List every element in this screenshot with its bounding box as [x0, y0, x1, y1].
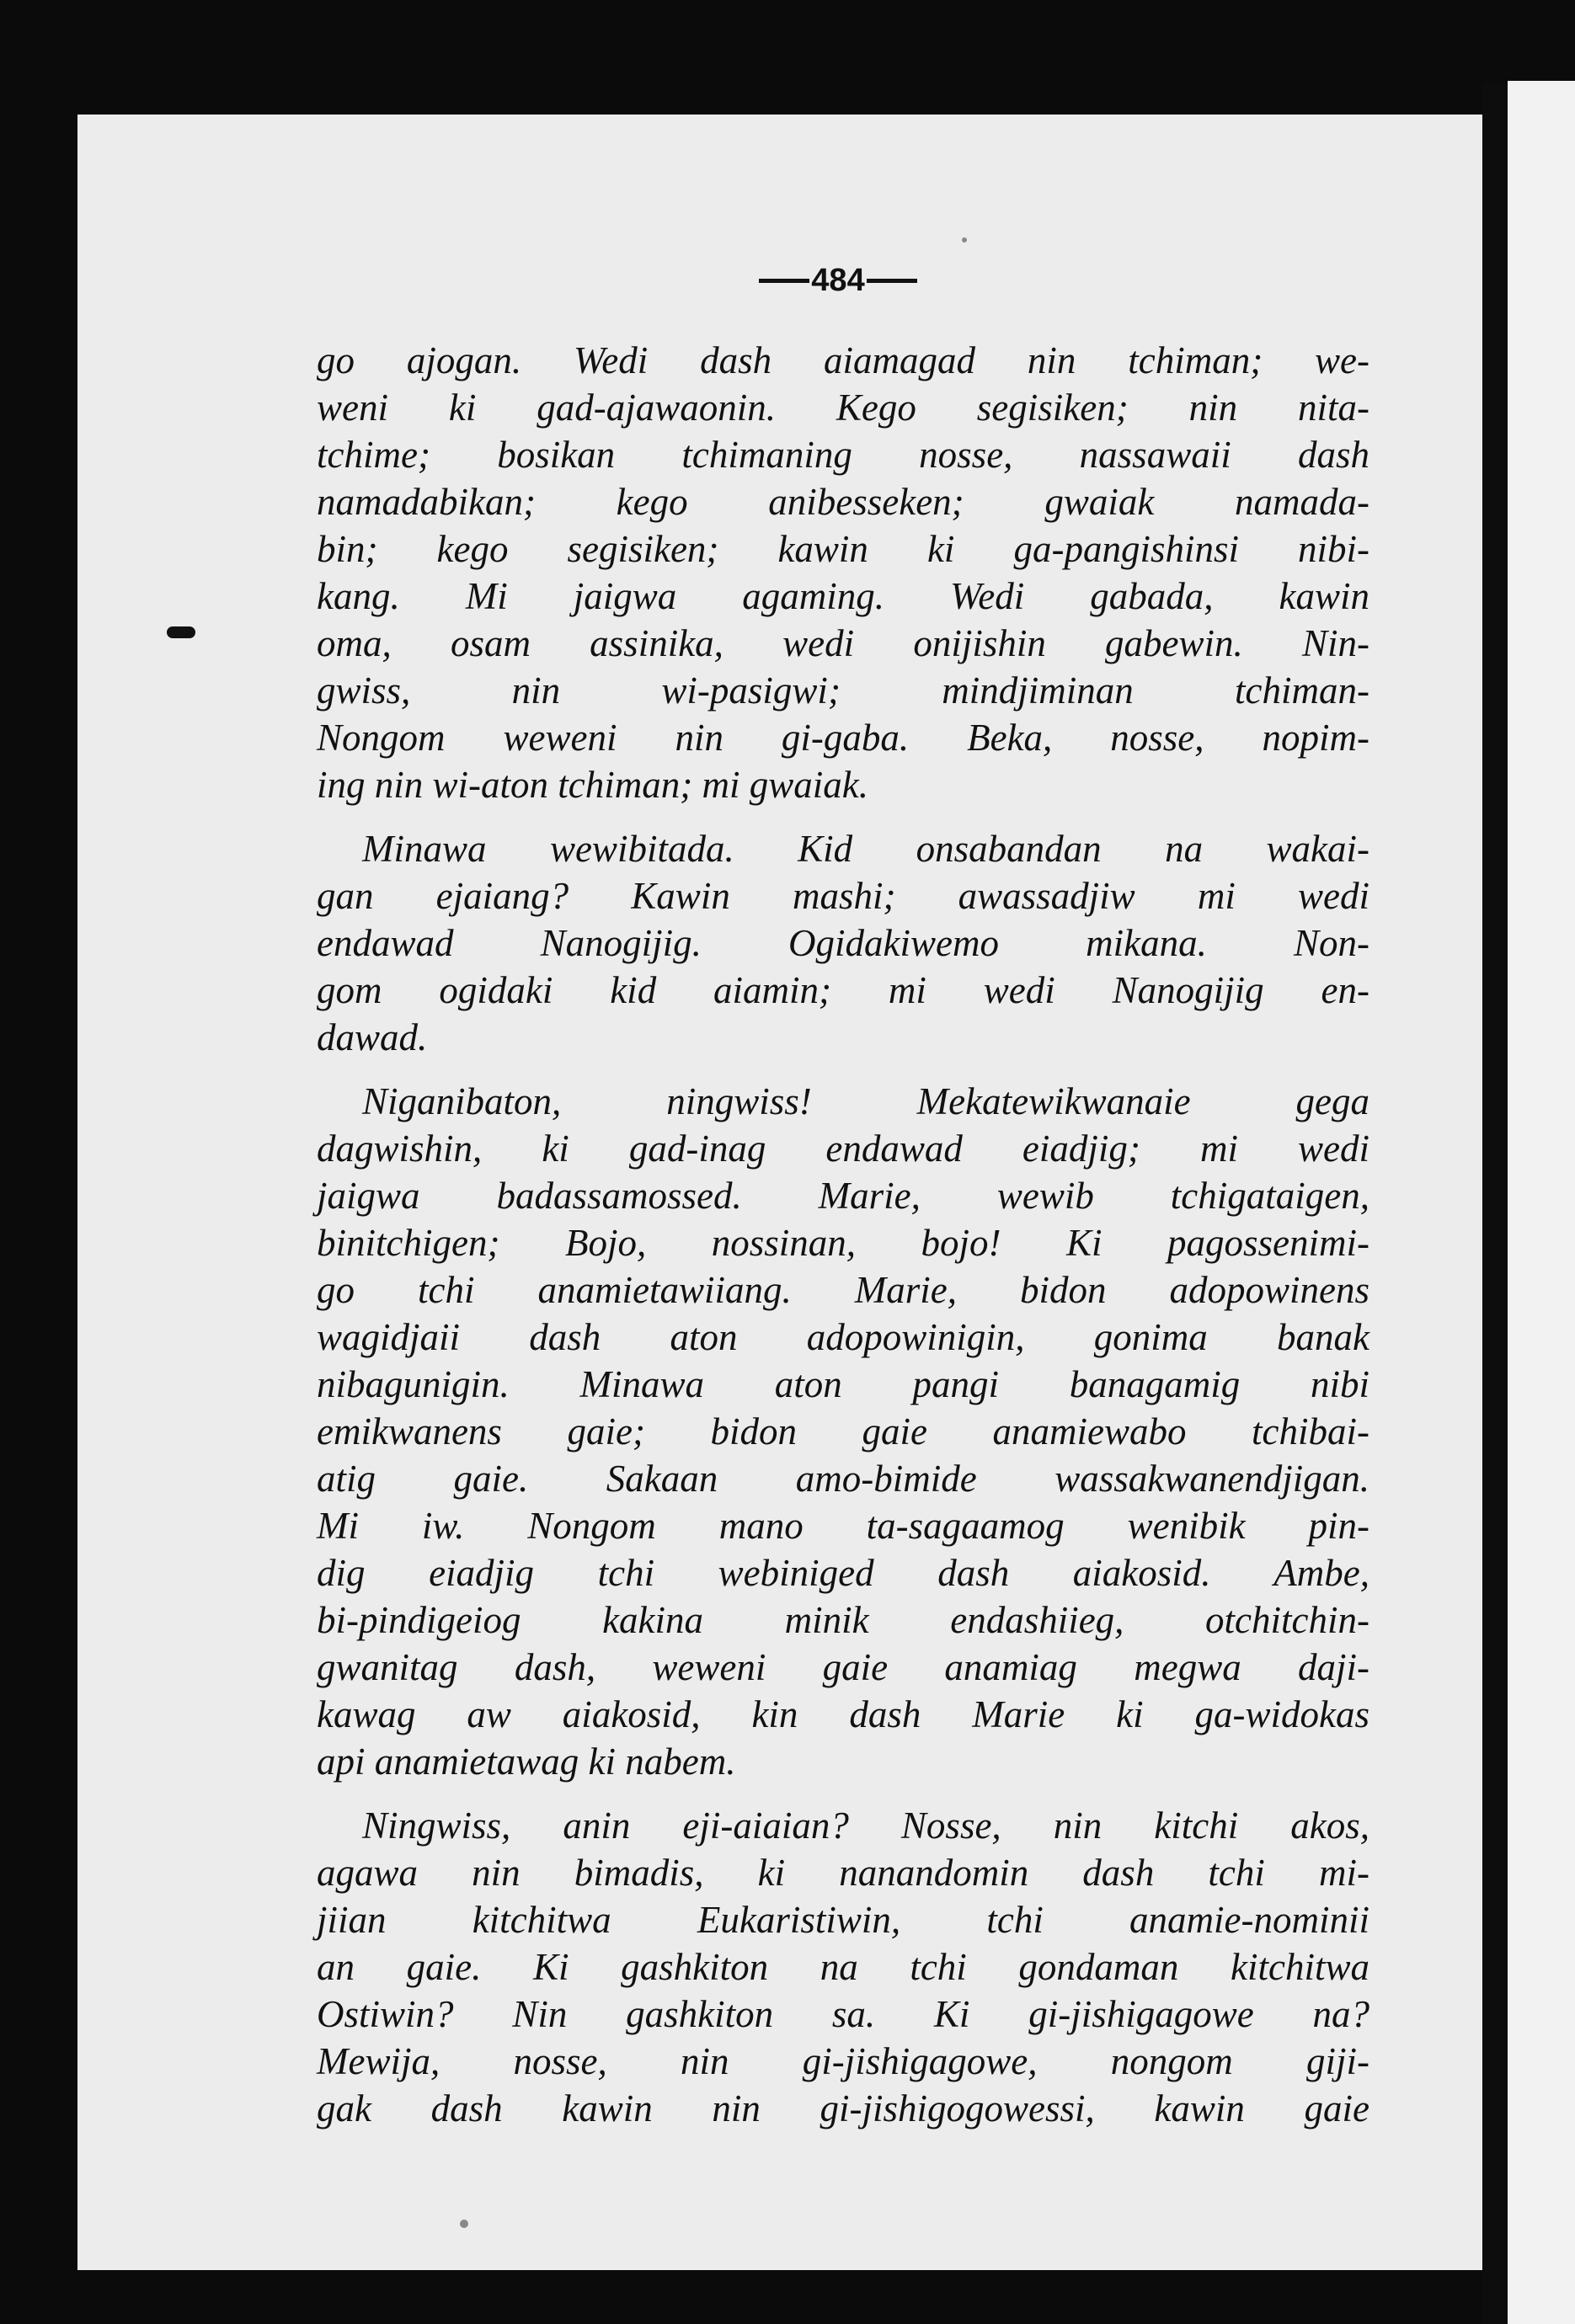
text-line: endawad Nanogijig. Ogidakiwemo mikana. Non- [317, 922, 1369, 964]
dust-speck [460, 2220, 468, 2228]
header-rule-right [867, 279, 917, 283]
header-rule-left [759, 279, 809, 283]
text-line: wagidjaii dash aton adopowinigin, gonima banak [317, 1316, 1369, 1358]
text-line: Ostiwin? Nin gashkiton sa. Ki gi-jishigagowe na? [317, 1993, 1369, 2035]
paragraph [317, 1802, 1369, 2132]
text-line: emikwanens gaie; bidon gaie anamiewabo tchibai- [317, 1410, 1369, 1452]
adjacent-page-strip [1508, 81, 1575, 2324]
page-number: 484 [811, 262, 865, 298]
text-line: kang. Mi jaigwa agaming. Wedi gabada, kawin [317, 575, 1369, 617]
text-line: gwanitag dash, weweni gaie anamiag megwa daji- [317, 1646, 1369, 1688]
text-line: kawag aw aiakosid, kin dash Marie ki ga-widokas [317, 1693, 1369, 1735]
text-line: dagwishin, ki gad-inag endawad eiadjig; mi wedi [317, 1127, 1369, 1170]
text-line: nibagunigin. Minawa aton pangi banagamig nibi [317, 1363, 1369, 1405]
text-line: agawa nin bimadis, ki nanandomin dash tchi mi- [317, 1852, 1369, 1894]
text-line: bi-pindigeiog kakina minik endashiieg, otchitchin- [317, 1599, 1369, 1641]
text-line: go ajogan. Wedi dash aiamagad nin tchiman; we- [317, 339, 1369, 381]
paragraph [317, 1078, 1369, 1785]
page-header [716, 259, 960, 301]
paragraph [317, 825, 1369, 1061]
text-line: Ningwiss, anin eji-aiaian? Nosse, nin kitchi akos, [362, 1804, 1369, 1847]
text-line: go tchi anamietawiiang. Marie, bidon adopowinens [317, 1269, 1369, 1311]
text-line: Mewija, nosse, nin gi-jishigagowe, nongom giji- [317, 2040, 1369, 2082]
text-line: jiian kitchitwa Eukaristiwin, tchi anamie-nominii [317, 1899, 1369, 1941]
text-line: tchime; bosikan tchimaning nosse, nassawaii dash [317, 434, 1369, 476]
dust-speck [962, 237, 967, 243]
text-line: dawad. [317, 1016, 428, 1058]
body-text [317, 337, 1369, 2129]
text-line: namadabikan; kego anibesseken; gwaiak namada- [317, 481, 1369, 523]
text-line: bin; kego segisiken; kawin ki ga-pangishinsi nibi- [317, 528, 1369, 570]
page-gutter [1482, 84, 1508, 2324]
paragraph [317, 337, 1369, 808]
text-line: gwiss, nin wi-pasigwi; mindjiminan tchiman- [317, 669, 1369, 712]
text-line: ing nin wi-aton tchiman; mi gwaiak. [317, 764, 868, 806]
text-line: Mi iw. Nongom mano ta-sagaamog wenibik pin- [317, 1505, 1369, 1547]
text-line: oma, osam assinika, wedi onijishin gabewin. Nin- [317, 622, 1369, 664]
text-line: gan ejaiang? Kawin mashi; awassadjiw mi wedi [317, 875, 1369, 917]
text-line: dig eiadjig tchi webiniged dash aiakosid. Ambe, [317, 1552, 1369, 1594]
text-line: Niganibaton, ningwiss! Mekatewikwanaie gega [362, 1080, 1369, 1122]
text-line: weni ki gad-ajawaonin. Kego segisiken; nin nita- [317, 386, 1369, 429]
margin-ink-mark [167, 626, 195, 638]
text-line: gom ogidaki kid aiamin; mi wedi Nanogijig en- [317, 969, 1369, 1011]
text-line: jaigwa badassamossed. Marie, wewib tchigataigen, [317, 1175, 1369, 1217]
text-line: binitchigen; Bojo, nossinan, bojo! Ki pagossenimi- [317, 1222, 1369, 1264]
text-line: atig gaie. Sakaan amo-bimide wassakwanendjigan. [317, 1458, 1369, 1500]
text-line: gak dash kawin nin gi-jishigogowessi, kawin gaie [317, 2087, 1369, 2129]
text-line: Nongom weweni nin gi-gaba. Beka, nosse, nopim- [317, 717, 1369, 759]
text-line: an gaie. Ki gashkiton na tchi gondaman kitchitwa [317, 1946, 1369, 1988]
text-line: api anamietawag ki nabem. [317, 1740, 736, 1783]
text-line: Minawa wewibitada. Kid onsabandan na wakai- [362, 828, 1369, 870]
